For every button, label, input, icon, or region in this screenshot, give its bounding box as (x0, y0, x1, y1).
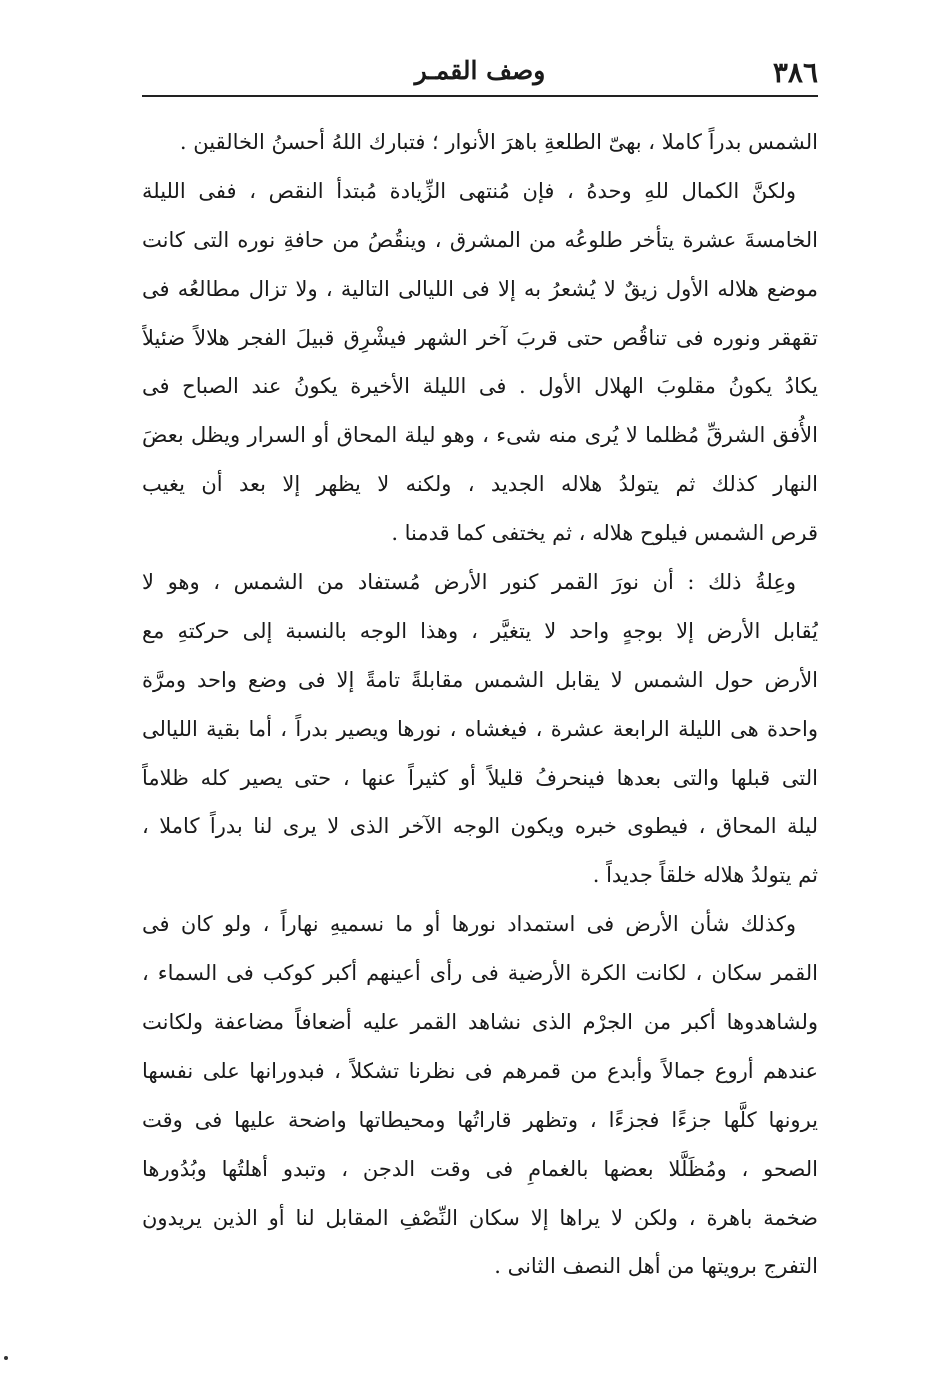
text-line: يرونها كلَّها جزءًا فجزءًا ، وتظهر قاراتُها ومحيطاتها واضحة عليها فى وقت (142, 1107, 818, 1132)
text-line: عندهم أروع جمالاً وأبدع من قمرهم فى نظرنا تشكلاً ، فبدورانها على نفسها (142, 1058, 818, 1083)
text-line: يُقابل الأرض إلا بوجهٍ واحد لا يتغيَّر ، وهذا الوجه بالنسبة إلى حركتهِ مع (142, 618, 818, 643)
text-line: الخامسةَ عشرة يتأخر طلوعُه من المشرق ، وينقُصُ من حافةِ نوره التى كانت (142, 227, 818, 252)
text-line: تقهقر ونوره فى تناقُص حتى قربَ آخر الشهر فيشْرِق قبيلَ الفجر هلالاً ضئيلاً (142, 325, 818, 350)
paragraph-2 (142, 167, 818, 558)
text-line: وكذلك شأن الأرض فى استمداد نورها أو ما نسميهِ نهاراً ، ولو كان فى (142, 912, 796, 937)
text-line: الأرض حول الشمس لا يقابل الشمس مقابلةً تامةً إلا فى وضع واحد ومرَّة (142, 667, 818, 692)
text-line: ولشاهدوها أكبر من الجرْم الذى نشاهد القمر عليه أضعافاً مضاعفة ولكانت (142, 1010, 818, 1035)
text-line: الأُفق الشرقِّ مُظلما لا يُرى منه شىء ، وهو ليلة المحاق أو السرار ويظل بعضَ (142, 423, 818, 448)
text-line: القمر سكان ، لكانت الكرة الأرضية فى رأى أعينهم أكبر كوكب فى السماء ، (142, 961, 818, 986)
text-line: وعِلةُ ذلك : أن نورَ القمر كنور الأرض مُستفاد من الشمس ، وهو لا (142, 570, 796, 595)
text-line: واحدة هى الليلة الرابعة عشرة ، فيغشاه ، نورها ويصير بدراً ، أما بقية الليالى (142, 716, 818, 741)
page-number: ٣٨٦ (772, 56, 818, 89)
text-line: التفرج برويتها من أهل النصف الثانى . (494, 1254, 818, 1279)
scan-speck (4, 1356, 8, 1360)
page-header (142, 52, 818, 96)
text-line: ليلة المحاق ، فيطوى خبره ويكون الوجه الآخر الذى لا يرى لنا بدراً كاملا ، (142, 814, 818, 839)
text-line: النهار كذلك ثم يتولدُ هلاله الجديد ، ولكنه لا يظهر إلا بعد أن يغيب (142, 472, 818, 497)
header-rule (142, 95, 818, 97)
text-line: ضخمة باهرة ، ولكن لا يراها إلا سكان النِّصْفِ المقابل لنا أو الذين يريدون (142, 1205, 818, 1230)
text-line: موضع هلاله الأول زيقٌ لا يُشعرُ به إلا فى الليالى التالية ، ولا تزال مطالعُه فى (142, 276, 818, 301)
paragraph-3 (142, 558, 818, 900)
text-line: يكادُ يكونُ مقلوبَ الهلال الأول . فى الليلة الأخيرة يكونُ عند الصباح فى (142, 374, 818, 399)
text-line: ثم يتولدُ هلاله خلقاً جديداً . (592, 863, 818, 888)
text-line: التى قبلها والتى بعدها فينحرفُ قليلاً أو كثيراً عنها ، حتى يصير كله ظلاماً (142, 765, 818, 790)
text-line: ولكنَّ الكمال للهِ وحدهُ ، فإن مُنتهى الزِّيادة مُبتدأ النقص ، ففى الليلة (142, 178, 796, 203)
body-text (142, 118, 818, 1291)
text-line: الشمس بدراً كاملا ، بهىّ الطلعةِ باهرَ الأنوار ؛ فتبارك اللهُ أحسنُ الخالقين . (179, 130, 818, 154)
running-title: وصف القمـر (414, 56, 546, 85)
text-line: الصحو ، ومُظَلَّلا بعضها بالغمامِ فى وقت الدجن ، وتبدو أهلتُها وبُدُورها (142, 1156, 818, 1181)
paragraph-4 (142, 900, 818, 1291)
text-line: قرص الشمس فيلوح هلاله ، ثم يختفى كما قدمنا . (391, 521, 818, 546)
paragraph-1 (142, 118, 818, 167)
